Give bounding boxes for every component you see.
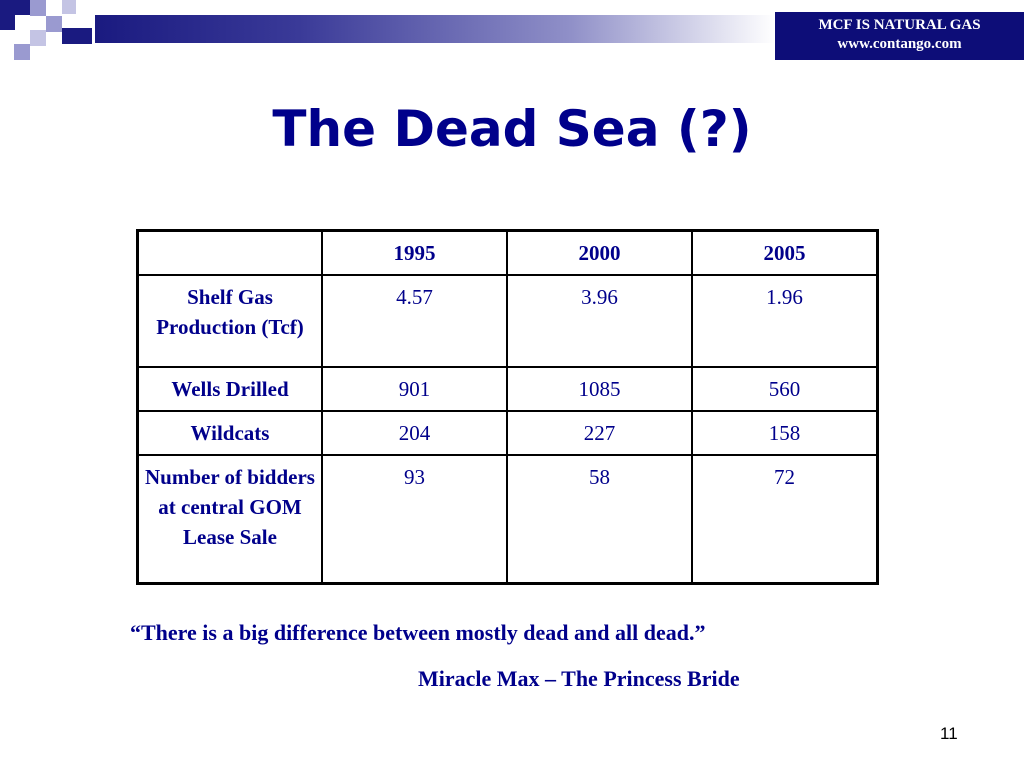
decor-square: [62, 0, 76, 14]
table-row: [138, 367, 878, 411]
page-number: 11: [940, 724, 958, 743]
table-cell: 227: [507, 411, 692, 455]
quote-attribution: Miracle Max – The Princess Bride: [418, 666, 740, 691]
table-cell: 1.96: [692, 275, 878, 367]
contango-logo: [775, 12, 1024, 60]
table-cell: 560: [692, 367, 878, 411]
decorative-header: [0, 0, 1024, 60]
table-header-row: [138, 231, 878, 276]
decor-square: [30, 30, 46, 46]
table-header-cell: [138, 231, 323, 276]
data-table: [136, 229, 879, 585]
table-cell: 58: [507, 455, 692, 583]
table-header-cell: 2005: [692, 231, 878, 276]
table-cell: 4.57: [322, 275, 507, 367]
row-label: Number of bidders at central GOM Lease Sale: [138, 455, 323, 583]
header-gradient-band: [95, 15, 775, 43]
row-label: Wells Drilled: [138, 367, 323, 411]
table-cell: 204: [322, 411, 507, 455]
row-label: Shelf Gas Production (Tcf): [138, 275, 323, 367]
table-header-cell: 1995: [322, 231, 507, 276]
table-cell: 1085: [507, 367, 692, 411]
decor-square: [30, 0, 46, 16]
decor-square: [46, 16, 62, 32]
table-row: [138, 455, 878, 583]
decor-square: [62, 28, 92, 44]
table-cell: 3.96: [507, 275, 692, 367]
quote-text: “There is a big difference between mostly dead and all dead.”: [130, 620, 706, 645]
table-cell: 901: [322, 367, 507, 411]
table-cell: 93: [322, 455, 507, 583]
row-label: Wildcats: [138, 411, 323, 455]
table-header-cell: 2000: [507, 231, 692, 276]
table-cell: 72: [692, 455, 878, 583]
table-cell: 158: [692, 411, 878, 455]
table-row: [138, 275, 878, 367]
logo-line2: www.contango.com: [837, 36, 962, 52]
logo-line1: MCF IS NATURAL GAS: [818, 17, 981, 33]
decor-square: [14, 44, 30, 60]
table-row: [138, 411, 878, 455]
slide-title: The Dead Sea (?): [272, 100, 752, 158]
